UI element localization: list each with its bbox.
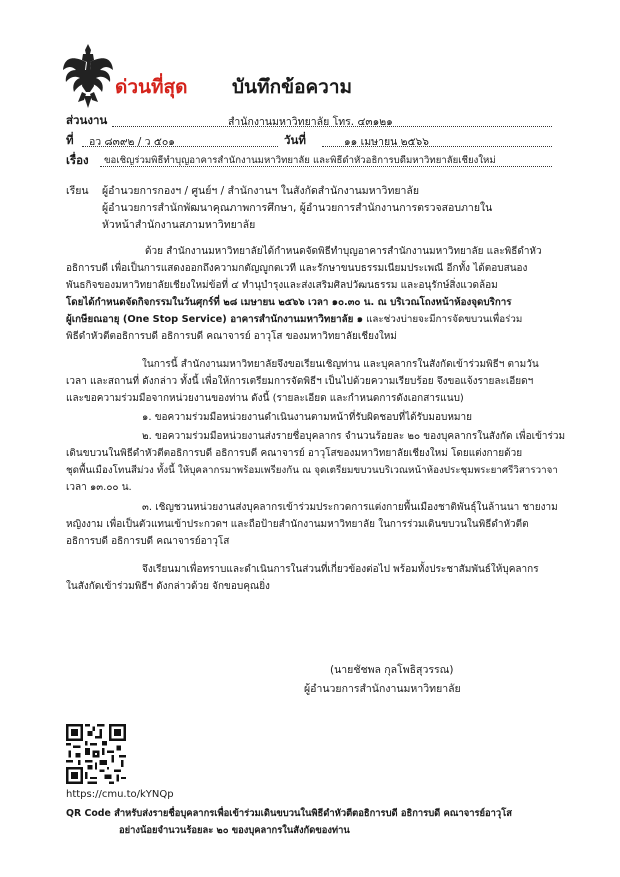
body-p1-line-3: พันธกิจของมหาวิทยาลัยเชียงใหม่ข้อที่ ๔ ทำนุบำรุงและส่งเสริมศิลปวัฒนธรรม และอนุรักษ์สิ่งแวดล้อม — [66, 280, 498, 291]
body-p1-line-6: พิธีดำหัวตีตอธิการบดี อธิการบดี คณาจารย์ อาวุโส ของมหาวิทยาลัยเชียงใหม่ — [66, 331, 397, 342]
recipient-line-2: ผู้อำนวยการสำนักพัฒนาคุณภาพการศึกษา, ผู้อำนวยการสำนักงานการตรวจสอบภายใน — [102, 202, 493, 214]
recipients-label: เรียน — [66, 185, 89, 197]
body-p2-line-3: และขอความร่วมมือจากหน่วยงานของท่าน ดังนี้ (รายละเอียด และกำหนดการดังเอกสารแนบ) — [66, 393, 464, 404]
garuda-emblem — [60, 40, 116, 110]
subject-value: ขอเชิญร่วมพิธีทำบุญอาคารสำนักงานมหาวิทยาลัย และพิธีดำหัวอธิการบดีมหาวิทยาลัยเชียงใหม่ — [104, 155, 496, 166]
ref-value: อว ๘๓๙๒ / ว ๕๐๑ — [89, 136, 175, 148]
item-2-line-4: เวลา ๑๓.๐๐ น. — [66, 482, 132, 493]
department-label: ส่วนงาน — [66, 113, 108, 127]
item-1: ๑. ขอความร่วมมือหน่วยงานดำเนินงานตามหน้าที่รับผิดชอบที่ได้รับมอบหมาย — [142, 412, 472, 423]
subject-label: เรื่อง — [66, 153, 89, 167]
body-p1-line-5-rest: และช่วงบ่ายจะมีการจัดขบวนเพื่อร่วม — [362, 314, 523, 325]
item-3-line-3: อธิการบดี อธิการบดี คณาจารย์อาวุโส — [66, 536, 230, 547]
item-3-line-1: ๓. เชิญชวนหน่วยงานส่งบุคลากรเข้าร่วมประกวดการแต่งกายพื้นเมืองชาติพันธุ์ในล้านนา ชายงาม — [142, 502, 558, 513]
body-p1-line-4: โดยได้กำหนดจัดกิจกรรมในวันศุกร์ที่ ๒๘ เมษายน ๒๕๖๖ เวลา ๑๐.๓๐ น. ณ บริเวณโถงหน้าห้องจุดบริการ — [66, 297, 512, 308]
date-label: วันที่ — [284, 133, 306, 147]
signatory-name: (นายชัชพล กุลโพธิสุวรรณ) — [330, 664, 454, 676]
body-p2-line-1: ในการนี้ สำนักงานมหาวิทยาลัยจึงขอเรียนเชิญท่าน และบุคลากรในสังกัดเข้าร่วมพิธีฯ ตามวัน — [142, 359, 539, 370]
item-2-line-3: ชุดพื้นเมืองโทนสีม่วง ทั้งนี้ ให้บุคลากรมาพร้อมเพรียงกัน ณ จุดเตรียมขบวนบริเวณหน้าห้องประชุมพระยาศรีวิสารวาจา — [66, 465, 558, 476]
recipient-line-1: ผู้อำนวยการกองฯ / ศูนย์ฯ / สำนักงานฯ ในสังกัดสำนักงานมหาวิทยาลัย — [102, 185, 419, 197]
body-p1-line-5 — [66, 312, 522, 327]
memo-title: บันทึกข้อความ — [232, 76, 353, 98]
ref-label: ที่ — [66, 133, 74, 147]
item-3-line-2: หญิงงาม เพื่อเป็นตัวแทนเข้าประกวดฯ และถือป้ายสำนักงานมหาวิทยาลัย ในการร่วมเดินขบวนในพิธีดำหัวตีต — [66, 519, 529, 530]
body-p1-line-1: ด้วย สำนักงานมหาวิทยาลัยได้กำหนดจัดพิธีทำบุญอาคารสำนักงานมหาวิทยาลัย และพิธีดำหัว — [145, 246, 542, 257]
closing-line-2: ในสังกัดเข้าร่วมพิธีฯ ดังกล่าวด้วย จักขอบคุณยิ่ง — [66, 581, 270, 592]
qr-note-line-2: อย่างน้อยจำนวนร้อยละ ๒๐ ของบุคลากรในสังกัดของท่าน — [119, 825, 350, 836]
date-value: ๑๑ เมษายน ๒๕๖๖ — [344, 136, 429, 148]
qr-url[interactable]: https://cmu.to/kYNQp — [66, 789, 174, 800]
qr-code-icon[interactable] — [66, 724, 126, 784]
item-2-line-1: ๒. ขอความร่วมมือหน่วยงานส่งรายชื่อบุคลากร จำนวนร้อยละ ๒๐ ของบุคลากรในสังกัด เพื่อเข้าร่วม — [142, 431, 566, 442]
department-value: สำนักงานมหาวิทยาลัย โทร. ๔๓๑๒๑ — [228, 116, 393, 128]
signatory-position: ผู้อำนวยการสำนักงานมหาวิทยาลัย — [304, 683, 461, 695]
body-p1-line-2: อธิการบดี เพื่อเป็นการแสดงออกถึงความกตัญญูกตเวที และรักษาขนบธรรมเนียมประเพณี อีกทั้ง ได้ตอบสนอง — [66, 263, 528, 274]
recipient-line-3: หัวหน้าสำนักงานสภามหาวิทยาลัย — [102, 219, 256, 231]
item-2-line-2: เดินขบวนในพิธีดำหัวตีตอธิการบดี อธิการบดี คณาจารย์ อาวุโสของมหาวิทยาลัยเชียงใหม่ โดยแต่งกายด้วย — [66, 448, 523, 459]
body-p1-line-5-bold: ผู้เกษียณอายุ (One Stop Service) อาคารสำนักงานมหาวิทยาลัย ๑ — [66, 314, 363, 325]
closing-line-1: จึงเรียนมาเพื่อทราบและดำเนินการในส่วนที่เกี่ยวข้องต่อไป พร้อมทั้งประชาสัมพันธ์ให้บุคลากร — [142, 564, 539, 575]
qr-note-line-1: QR Code สำหรับส่งรายชื่อบุคลากรเพื่อเข้าร่วมเดินขบวนในพิธีดำหัวตีตอธิการบดี อธิการบดี คณาจารย์อาวุโส — [66, 808, 512, 819]
urgency-label: ด่วนที่สุด — [115, 76, 188, 98]
body-p2-line-2: เวลา และสถานที่ ดังกล่าว ทั้งนี้ เพื่อให้การเตรียมการจัดพิธีฯ เป็นไปด้วยความเรียบร้อย จึงขอแจ้งรายละเอียดฯ — [66, 376, 534, 387]
